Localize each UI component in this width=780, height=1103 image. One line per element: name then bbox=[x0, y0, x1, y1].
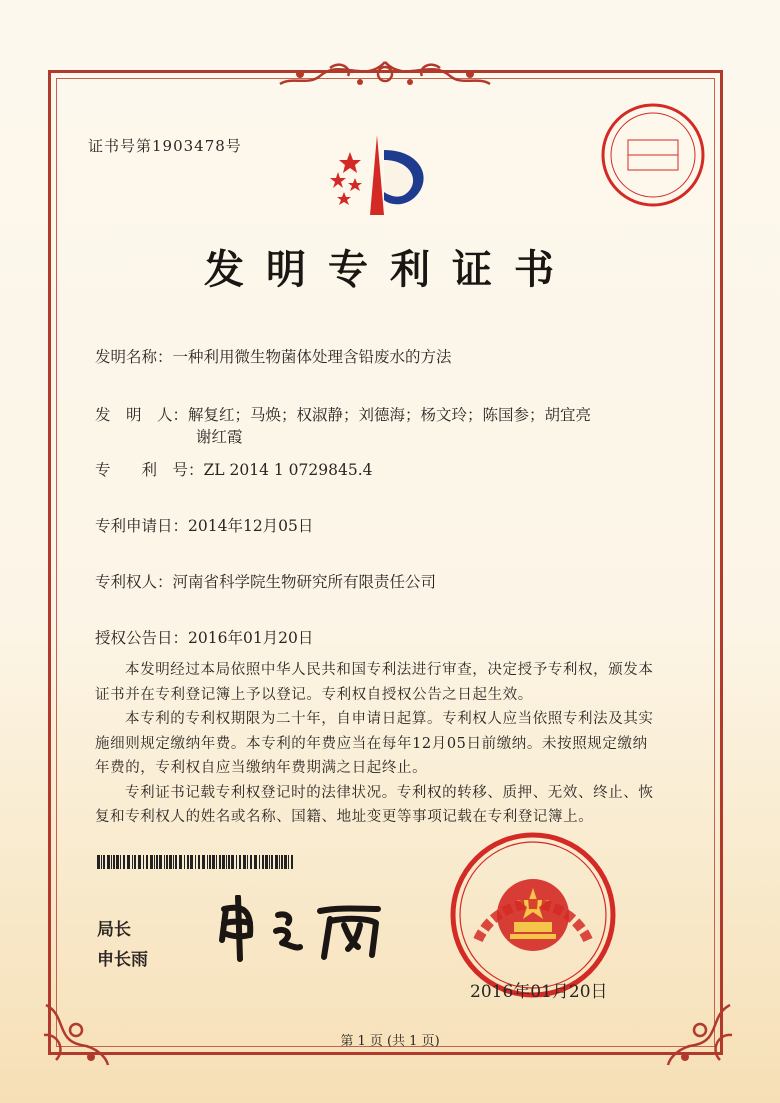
barcode-bar bbox=[288, 855, 289, 869]
barcode-bar bbox=[243, 855, 246, 869]
barcode-bar bbox=[250, 855, 252, 869]
patent-office-logo-icon bbox=[322, 130, 442, 220]
barcode-bar bbox=[228, 855, 230, 869]
patentee-value: 河南省科学院生物研究所有限责任公司 bbox=[172, 573, 437, 591]
filing-date-label: 专利申请日： bbox=[95, 517, 189, 535]
grant-date-value: 2016年01月20日 bbox=[188, 629, 314, 647]
national-ip-office-seal bbox=[448, 830, 618, 1000]
barcode-bar bbox=[207, 855, 208, 869]
barcode-bar bbox=[279, 855, 280, 869]
barcode-bar bbox=[101, 855, 102, 869]
tax-stamp-seal bbox=[598, 100, 708, 210]
seal-date: 2016年01月20日 bbox=[470, 982, 608, 1002]
filing-date-value: 2014年12月05日 bbox=[188, 517, 314, 535]
barcode-bar bbox=[179, 855, 182, 869]
body-paragraph-2: 本专利的专利权期限为二十年，自申请日起算。专利权人应当依照专利法及其实施细则规定缴纳年费。本专利的年费应当在每年12月05日前缴纳。未按照规定缴纳年费的，专利权自应当缴纳年费期满之日起终止。 bbox=[95, 711, 654, 776]
page-number: 第 1 页 (共 1 页) bbox=[340, 1034, 440, 1049]
barcode-bar bbox=[222, 855, 225, 869]
patent-number-label: 专 利 号： bbox=[95, 461, 204, 479]
barcode-bar bbox=[127, 855, 130, 869]
patent-number-row bbox=[95, 458, 373, 480]
invention-name-row bbox=[95, 345, 452, 367]
barcode-bar bbox=[231, 855, 234, 869]
barcode-bar bbox=[116, 855, 119, 869]
barcode-bar bbox=[275, 855, 278, 869]
barcode-bar bbox=[216, 855, 217, 869]
body-paragraph-3: 专利证书记载专利权登记时的法律状况。专利权的转移、质押、无效、终止、恢复和专利权人的姓名或名称、国籍、地址变更等事项记载在专利登记簿上。 bbox=[95, 784, 654, 825]
barcode-bar bbox=[103, 855, 105, 869]
patentee-label: 专利权人： bbox=[95, 573, 173, 591]
barcode-bar bbox=[134, 855, 136, 869]
barcode-bar bbox=[202, 855, 205, 869]
barcode-bar bbox=[150, 855, 153, 869]
barcode-bar bbox=[156, 855, 158, 869]
certificate-title: 发明专利证书 bbox=[204, 247, 576, 293]
barcode-bar bbox=[247, 855, 248, 869]
barcode-bar bbox=[284, 855, 287, 869]
barcode bbox=[97, 855, 297, 869]
barcode-bar bbox=[143, 855, 144, 869]
inventors-label: 发 明 人： bbox=[95, 406, 189, 424]
barcode-bar bbox=[239, 855, 241, 869]
barcode-bar bbox=[184, 855, 185, 869]
barcode-bar bbox=[254, 855, 257, 869]
barcode-bar bbox=[123, 855, 125, 869]
barcode-bar bbox=[107, 855, 110, 869]
barcode-bar bbox=[159, 855, 162, 869]
patentee-row bbox=[95, 570, 436, 592]
barcode-bar bbox=[259, 855, 260, 869]
barcode-bar bbox=[195, 855, 196, 869]
invention-name-label: 发明名称： bbox=[95, 348, 173, 366]
barcode-bar bbox=[190, 855, 193, 869]
inventors-row bbox=[95, 403, 591, 425]
inventors-value-line2: 谢红霞 bbox=[196, 428, 243, 446]
barcode-bar bbox=[132, 855, 133, 869]
barcode-bar bbox=[219, 855, 221, 869]
barcode-bar bbox=[169, 855, 172, 869]
barcode-bar bbox=[291, 855, 293, 869]
grant-date-label: 授权公告日： bbox=[95, 629, 189, 647]
barcode-bar bbox=[97, 855, 100, 869]
barcode-bar bbox=[209, 855, 211, 869]
barcode-bar bbox=[164, 855, 165, 869]
barcode-bar bbox=[269, 855, 270, 869]
barcode-bar bbox=[262, 855, 264, 869]
certificate-body bbox=[95, 658, 655, 830]
barcode-bar bbox=[111, 855, 112, 869]
barcode-bar bbox=[212, 855, 215, 869]
barcode-bar bbox=[226, 855, 227, 869]
inventors-value-line1: 解复红；马焕；权淑静；刘德海；杨文玲；陈国参；胡宜亮 bbox=[188, 406, 592, 424]
signatory-title: 局长 bbox=[97, 920, 131, 940]
signature bbox=[212, 895, 387, 965]
barcode-bar bbox=[187, 855, 189, 869]
barcode-bar bbox=[281, 855, 283, 869]
invention-name-value: 一种利用微生物菌体处理含铅废水的方法 bbox=[172, 348, 452, 366]
barcode-bar bbox=[198, 855, 200, 869]
barcode-bar bbox=[166, 855, 168, 869]
patent-number-value: ZL 2014 1 0729845.4 bbox=[203, 461, 373, 479]
barcode-bar bbox=[138, 855, 141, 869]
barcode-bar bbox=[265, 855, 268, 869]
top-ornament bbox=[270, 54, 500, 96]
filing-date-row bbox=[95, 514, 313, 536]
body-paragraph-1: 本发明经过本局依照中华人民共和国专利法进行审查，决定授予专利权，颁发本证书并在专利登记簿上予以登记。专利权自授权公告之日起生效。 bbox=[95, 662, 654, 703]
barcode-bar bbox=[113, 855, 115, 869]
barcode-bar bbox=[175, 855, 177, 869]
barcode-bar bbox=[120, 855, 121, 869]
signatory-name: 申长雨 bbox=[97, 950, 148, 970]
barcode-bar bbox=[173, 855, 174, 869]
grant-date-row bbox=[95, 626, 313, 648]
barcode-bar bbox=[154, 855, 155, 869]
barcode-bar bbox=[271, 855, 273, 869]
certificate-number: 证书号第1903478号 bbox=[88, 137, 242, 155]
barcode-bar bbox=[236, 855, 237, 869]
barcode-bar bbox=[146, 855, 148, 869]
